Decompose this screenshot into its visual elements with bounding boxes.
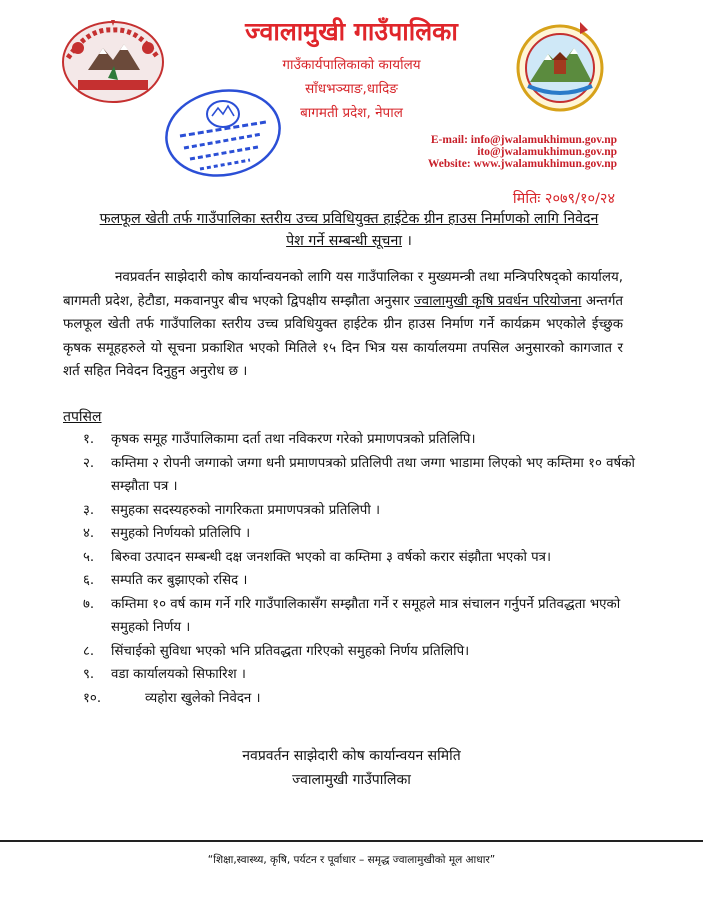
- item-text: समुहको निर्णयको प्रतिलिपि ।: [111, 526, 251, 541]
- contact-email-2: ito@jwalamukhimun.gov.np: [477, 146, 617, 158]
- list-item: [83, 593, 643, 640]
- list-item: [83, 663, 643, 687]
- contact-website: Website: www.jwalamukhimun.gov.np: [427, 158, 617, 170]
- item-number: ९.: [83, 667, 95, 682]
- municipality-title: ज्वालामुखी गाउँपालिका: [245, 17, 458, 46]
- subject-end-mark: ।: [402, 233, 412, 249]
- item-number: ५.: [83, 549, 95, 565]
- subject-line-2: पेश गर्ने सम्बन्धी सूचना: [286, 233, 402, 249]
- body-part-1: नवप्रवर्तन साझेदारी कोष कार्यान्वयनको लागि यस गाउँपालिका र मुख्यमन्त्री तथा मन्त्रिपरिषद्को कार्यालय, बागमती प्रदेश, हेटौडा, मकवानपुर बीच भएको द्विपक्षीय सम्झौता अनुसार: [63, 270, 623, 309]
- item-text: कम्तिमा २ रोपनी जग्गाको जग्गा धनी प्रमाणपत्रको प्रतिलिपी तथा जग्गा भाडामा लिएको भए कम्तिमा १० वर्षको सम्झौता पत्र ।: [111, 455, 635, 494]
- list-item: [83, 640, 643, 664]
- item-text: कम्तिमा १० वर्ष काम गर्ने गरि गाउँपालिकासँग सम्झौता गर्ने र समूहले मात्र संचालन गर्नुपर्ने प्रतिवद्धता भएको समुहको निर्णय ।: [111, 596, 621, 635]
- item-text: कृषक समूह गाउँपालिकामा दर्ता तथा नविकरण गरेको प्रमाणपत्रको प्रतिलिपि।: [111, 432, 476, 447]
- item-number: ४.: [83, 526, 95, 541]
- tapsil-heading: तपसिल: [63, 409, 102, 425]
- item-number: ७.: [83, 596, 95, 612]
- office-address: साँधभञ्याङ,धादिङ: [305, 81, 398, 97]
- item-text: समुहका सदस्यहरुको नागरिकता प्रमाणपत्रको प्रतिलिपी ।: [111, 502, 381, 518]
- signature-municipality: ज्वालामुखी गाउँपालिका: [292, 772, 411, 788]
- project-name: ज्वालामुखी कृषि प्रवर्धन परियोजना: [413, 293, 582, 309]
- office-stamp: [162, 86, 284, 180]
- body-part-2: अन्तर्गत फलफूल खेती तर्फ गाउँपालिका स्तरीय उच्च प्रविधियुक्त हाईटेक ग्रीन हाउस निर्माण गर्ने कार्यक्रम भएकोले ईच्छुक कृषक समूहहरुले यो सूचना प्रकाशित भएको मितिले १५ दिन भित्र यस कार्यालयमा तपसिल अनुसारको कागजात र शर्त सहित निवेदन दिनुहुन अनुरोध छ ।: [63, 293, 623, 380]
- footer-divider: [0, 840, 703, 842]
- municipality-logo: [514, 20, 606, 112]
- list-item: [83, 428, 643, 452]
- item-text: सम्पति कर बुझाएको रसिद ।: [111, 573, 248, 588]
- item-text: व्यहोरा खुलेको निवेदन ।: [145, 690, 261, 706]
- item-number: १.: [83, 432, 95, 447]
- item-text: बिरुवा उत्पादन सम्बन्धी दक्ष जनशक्ति भएको वा कम्तिमा ३ वर्षको करार संझौता भएको पत्र।: [111, 549, 552, 565]
- list-item: [83, 569, 643, 593]
- list-item: [83, 687, 643, 711]
- item-text: वडा कार्यालयको सिफारिश ।: [111, 667, 246, 682]
- item-number: ३.: [83, 502, 95, 518]
- notice-date: मितिः २०७९/१०/२४: [512, 191, 615, 207]
- contact-email-1: E-mail: info@jwalamukhimun.gov.np: [430, 134, 617, 146]
- item-number: ८.: [83, 643, 95, 659]
- item-number: २.: [83, 455, 95, 471]
- item-number: १०.: [83, 690, 102, 706]
- notice-body: [63, 266, 623, 384]
- list-item: [83, 452, 643, 499]
- office-province: बागमती प्रदेश, नेपाल: [300, 105, 403, 121]
- list-item: [83, 499, 643, 523]
- office-name: गाउँकार्यपालिकाको कार्यालय: [282, 57, 421, 73]
- notice-subject: [64, 208, 634, 252]
- list-item: [83, 546, 643, 570]
- footer-slogan: “शिक्षा,स्वास्थ्य, कृषि, पर्यटन र पूर्वाधार – समृद्ध ज्वालामुखीको मूल आधार”: [207, 854, 496, 866]
- list-item: [83, 522, 643, 546]
- subject-line-1: फलफूल खेती तर्फ गाउँपालिका स्तरीय उच्च प्रविधियुक्त हाईटेक ग्रीन हाउस निर्माणको लागि निवेदन: [99, 211, 599, 227]
- item-text: सिंचाईको सुविधा भएको भनि प्रतिवद्धता गरिएको समुहको निर्णय प्रतिलिपि।: [111, 643, 470, 659]
- requirements-list: [83, 428, 643, 710]
- signature-committee: नवप्रवर्तन साझेदारी कोष कार्यान्वयन समिति: [242, 748, 461, 764]
- item-number: ६.: [83, 573, 95, 588]
